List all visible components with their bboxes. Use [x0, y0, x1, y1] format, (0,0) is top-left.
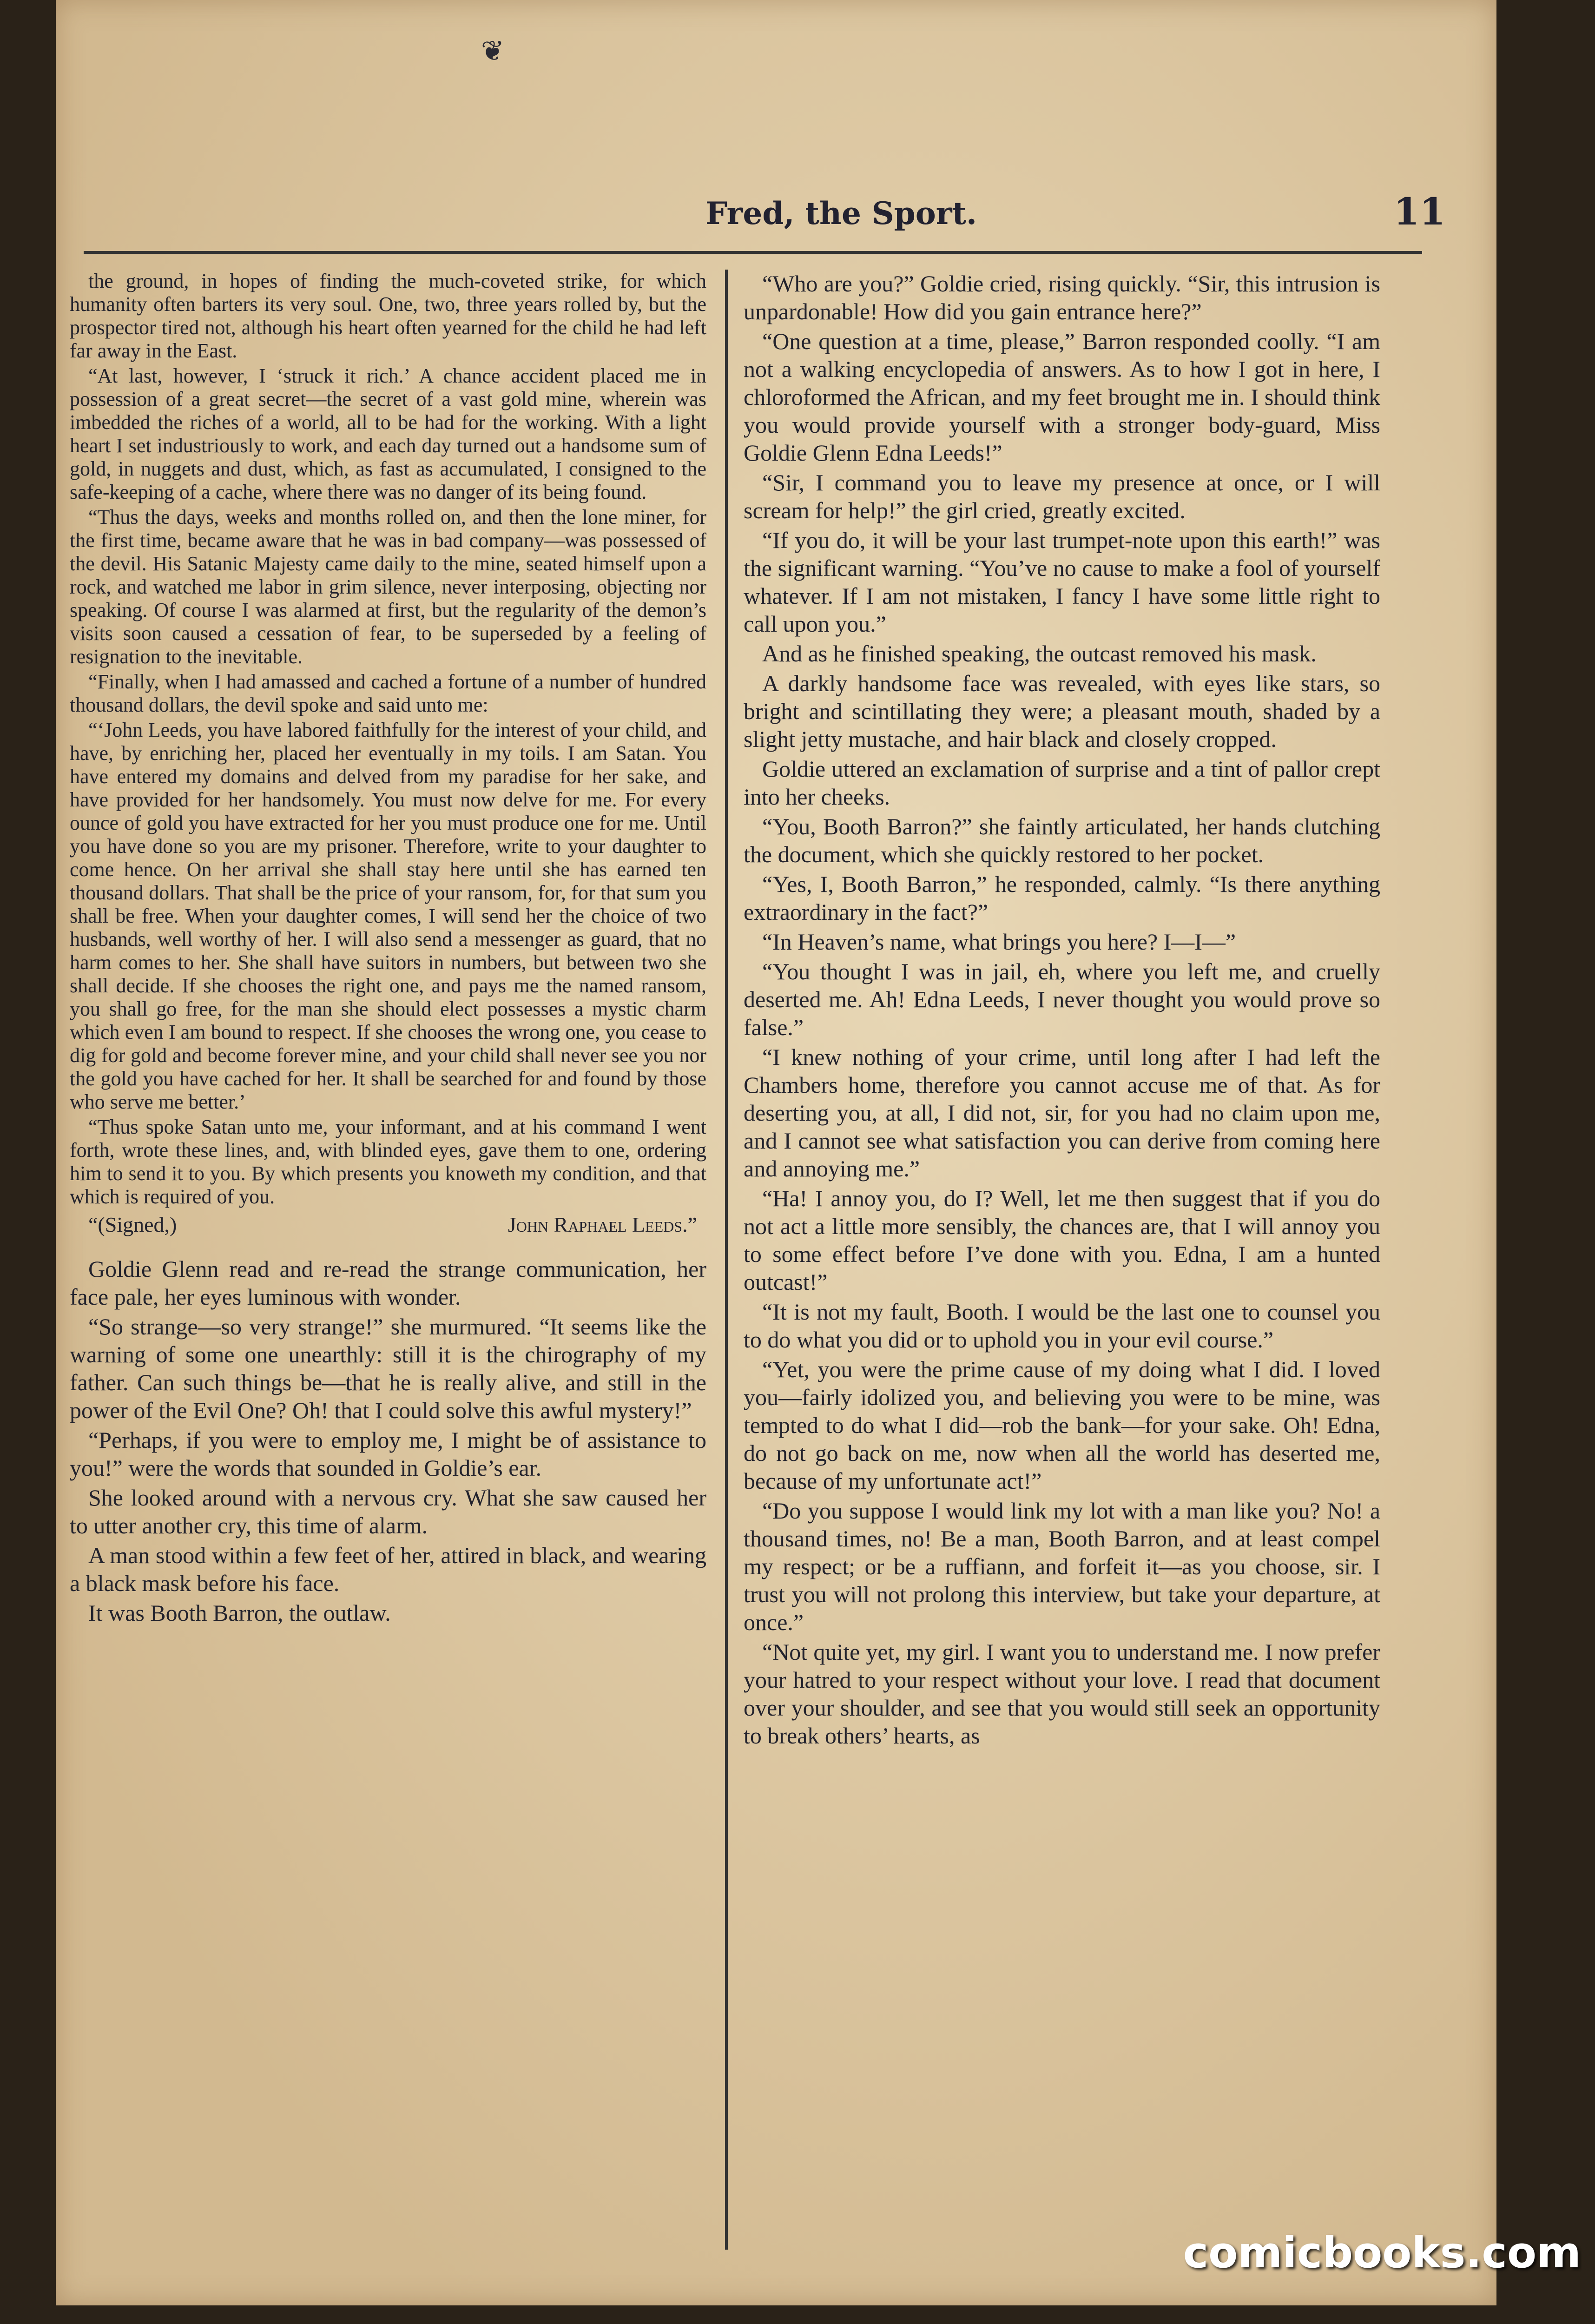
- header-rule: [84, 251, 1422, 254]
- paragraph: A darkly handsome face was revealed, with eyes like stars, so bright and scintillating they were; a pleasant mouth, shaded by a slight jetty mustache, and hair black and closely cropped.: [744, 670, 1380, 752]
- paragraph: “Thus the days, weeks and months rolled on, and then the lone miner, for the first time, became aware that he was in bad company—was possessed of the devil. His Satanic Majesty came daily to the mine, seated himself upon a rock, and watched me labor in grim silence, never interposing, objecting nor speaking. Of course I was alarmed at first, but the regularity of the demon’s visits soon caused a cessation of fear, to be superseded by a feeling of resignation to the inevitable.: [70, 506, 706, 668]
- paragraph: “Do you suppose I would link my lot with a man like you? No! a thousand times, no! Be a man, Booth Barron, and at least compel my respect; or be a ruffiann, and forfeit it—as you choose, sir. I trust you will not prolong this interview, but take your departure, at once.”: [744, 1498, 1380, 1635]
- letter-text: [70, 270, 706, 1236]
- page-title: Fred, the Sport.: [705, 195, 977, 231]
- paragraph: Goldie Glenn read and re-read the strange communication, her face pale, her eyes luminous with wonder.: [70, 1256, 706, 1310]
- paragraph: “‘John Leeds, you have labored faithfully for the interest of your child, and have, by enriching her, placed her eventually in my toils. I am Satan. You have entered my domains and delved from my paradise for her sake, and have provided for her handsomely. You must now delve for me. For every ounce of gold you have extracted for her you must produce one for me. Until you have done so you are my prisoner. Therefore, write to your daughter to come hence. On her arrival she shall stay here until she has earned ten thousand dollars. That shall be the price of your ransom, for, for that sum you shall be free. When your daughter comes, I will send her the choice of two husbands, well worthy of her. I will also send a messenger as guard, that no harm comes to her. She shall have suitors in numbers, but between two she shall decide. If she chooses the right one, and pays me the named ransom, you shall go free, for the man she should elect possesses a mystic charm which even I am bound to respect. If she chooses the wrong one, you cease to dig for gold and become forever mine, and your child shall never see you nor the gold you have cached for her. It shall be searched for and found by those who serve me better.’: [70, 719, 706, 1113]
- page-number: 11: [1393, 190, 1445, 233]
- paragraph: And as he finished speaking, the outcast removed his mask.: [762, 640, 1317, 667]
- paragraph: “It is not my fault, Booth. I would be the last one to counsel you to do what you did or to uphold you in your evil course.”: [744, 1299, 1380, 1353]
- column-divider: [725, 270, 728, 2250]
- paragraph: She looked around with a nervous cry. What she saw caused her to utter another cry, this time of alarm.: [70, 1485, 706, 1538]
- letter-signature: [88, 1213, 697, 1236]
- paragraph: “At last, however, I ‘struck it rich.’ A chance accident placed me in possession of a great secret—the secret of a vast gold mine, wherein was imbedded the riches of a world, all to be had for the working. With a light heart I set industriously to work, and each day turned out a handsome sum of gold, in nuggets and dust, which, as fast as accumulated, I consigned to the safe-keeping of a cache, where there was no danger of its being found.: [70, 364, 706, 503]
- paragraph: “You, Booth Barron?” she faintly articulated, her hands clutching the document, which she quickly restored to her pocket.: [744, 813, 1380, 867]
- paragraph: “Yes, I, Booth Barron,” he responded, calmly. “Is there anything extraordinary in the fact?”: [744, 871, 1380, 925]
- ornament-icon: ❦: [481, 35, 505, 67]
- paragraph: Goldie uttered an exclamation of surprise and a tint of pallor crept into her cheeks.: [744, 756, 1380, 810]
- paragraph: “Yet, you were the prime cause of my doing what I did. I loved you—fairly idolized you, and believing you were to be mine, was tempted to do what I did—rob the bank—for your sake. Oh! Edna, do not go back on me, now when all the world has deserted me, because of my unfortunate act!”: [744, 1356, 1380, 1494]
- paragraph: “Perhaps, if you were to employ me, I might be of assistance to you!” were the words that sounded in Goldie’s ear.: [70, 1427, 706, 1481]
- newspaper-page: [56, 0, 1496, 2305]
- left-column: [70, 270, 706, 2268]
- paragraph: “So strange—so very strange!” she murmured. “It seems like the warning of some one unearthly: still it is the chirography of my father. Can such things be—that he is really alive, and still in the power of the Evil One? Oh! that I could solve this awful mystery!”: [70, 1314, 706, 1423]
- paragraph: “Ha! I annoy you, do I? Well, let me then suggest that if you do not act a little more sensibly, the chances are, that I will annoy you to some effect before I’ve done with you. Edna, I am a hunted outcast!”: [744, 1185, 1380, 1295]
- signature-label: “(Signed,): [88, 1213, 177, 1236]
- paragraph: “One question at a time, please,” Barron responded coolly. “I am not a walking encyclopedia of answers. As to how I got in here, I chloroformed the African, and my feet brought me in. I should think you would provide yourself with a stronger body-guard, Miss Goldie Glenn Edna Leeds!”: [744, 328, 1380, 466]
- paragraph: “Sir, I command you to leave my presence at once, or I will scream for help!” the girl cried, greatly excited.: [744, 469, 1380, 523]
- paragraph: “Finally, when I had amassed and cached a fortune of a number of hundred thousand dollars, the devil spoke and said unto me:: [70, 670, 706, 716]
- watermark: comicbooks.com: [1183, 2228, 1581, 2278]
- paragraph: “You thought I was in jail, eh, where you left me, and cruelly deserted me. Ah! Edna Leeds, I never thought you would prove so false.”: [744, 958, 1380, 1040]
- signature-name: John Raphael Leeds.”: [508, 1213, 697, 1236]
- paragraph: “Thus spoke Satan unto me, your informant, and at his command I went forth, wrote these lines, and, with blinded eyes, gave them to one, ordering him to send it to you. By which presents you knoweth my condition, and that which is required of you.: [70, 1116, 706, 1208]
- paragraph: It was Booth Barron, the outlaw.: [88, 1600, 391, 1626]
- paragraph: the ground, in hopes of finding the much-coveted strike, for which humanity often barters its very soul. One, two, three years rolled by, but the prospector tired not, although his heart often yearned for the child he had left far away in the East.: [70, 270, 706, 362]
- paragraph: “Not quite yet, my girl. I want you to understand me. I now prefer your hatred to your respect without your love. I read that document over your shoulder, and see that you would still seek an opportunity to break others’ hearts, as: [744, 1639, 1380, 1749]
- paragraph: “Who are you?” Goldie cried, rising quickly. “Sir, this intrusion is unpardonable! How did you gain entrance here?”: [744, 271, 1380, 324]
- right-column: [744, 270, 1380, 2268]
- page-header: [84, 190, 1450, 251]
- paragraph: “In Heaven’s name, what brings you here? I—I—”: [762, 929, 1236, 955]
- paragraph: “I knew nothing of your crime, until long after I had left the Chambers home, therefore you cannot accuse me of that. As for deserting you, at all, I did not, sir, for you had no claim upon me, and I cannot see what satisfaction you can derive from coming here and annoying me.”: [744, 1044, 1380, 1182]
- paragraph: A man stood within a few feet of her, attired in black, and wearing a black mask before his face.: [70, 1542, 706, 1596]
- paragraph: “If you do, it will be your last trumpet-note upon this earth!” was the significant warning. “You’ve no cause to make a fool of yourself whatever. If I am not mistaken, I fancy I have some little right to call upon you.”: [744, 527, 1380, 637]
